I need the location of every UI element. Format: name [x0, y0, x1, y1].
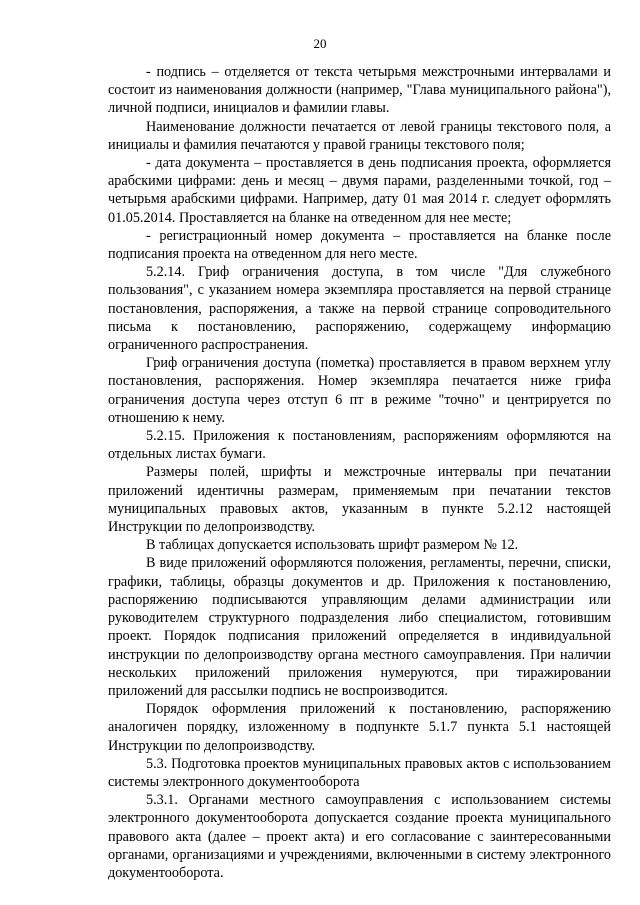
- paragraph-attachments-order: Порядок оформления приложений к постановлению, распоряжению аналогичен порядку, изложенному в подпункте 5.1.7 пункта 5.1 настоящей Инструкции по делопроизводству.: [108, 701, 611, 754]
- paragraph-attachments-form: В виде приложений оформляются положения, регламенты, перечни, списки, графики, таблицы, образцы документов и др. Приложения к постановлению, распоряжению подписываются управляющим делами администрации или руководителем структурного подразделения либо специалистом, готовившим проект. Порядок подписания приложений определяется в индивидуальной инструкции по делопроизводству органа местного самоуправления. При наличии нескольких приложений приложения нумеруются, при тиражировании приложений для рассылки подпись не воспроизводится.: [108, 555, 611, 699]
- page-number: 20: [313, 36, 327, 51]
- paragraph-5-3: 5.3. Подготовка проектов муниципальных правовых актов с использованием системы электронного документооборота: [108, 755, 611, 790]
- paragraph-margins-fonts: Размеры полей, шрифты и межстрочные интервалы при печатании приложений идентичны размерам, применяемым при печатании текстов муниципальных правовых актов, указанным в пункте 5.2.12 настоящей Инструкции по делопроизводству.: [108, 464, 611, 536]
- document-body: [108, 63, 611, 882]
- paragraph-position-name: Наименование должности печатается от левой границы текстового поля, а инициалы и фамилия печатаются у правой границы текстового поля;: [108, 118, 611, 153]
- paragraph-access-stamp: Гриф ограничения доступа (пометка) проставляется в правом верхнем углу постановления, распоряжения. Номер экземпляра печатается ниже грифа ограничения доступа через отступ 6 пт в режиме "точно" и центрируется по отношению к нему.: [108, 355, 611, 426]
- paragraph-5-2-15: 5.2.15. Приложения к постановлениям, распоряжениям оформляются на отдельных листах бумаги.: [108, 428, 611, 463]
- paragraph-5-3-1: 5.3.1. Органами местного самоуправления с использованием системы электронного документооборота допускается создание проекта муниципального правового акта (далее – проект акта) и его согласование с заинтересованными органами, организациями и учреждениями, включенными в систему электронного документооборота.: [108, 792, 611, 881]
- paragraph-registration-number: - регистрационный номер документа – проставляется на бланке после подписания проекта на отведенном для него месте.: [108, 227, 611, 263]
- paragraph-signature: - подпись – отделяется от текста четырьмя межстрочными интервалами и состоит из наименования должности (например, "Глава муниципального района"), личной подписи, инициалов и фамилии главы.: [108, 64, 611, 117]
- paragraph-5-2-14: 5.2.14. Гриф ограничения доступа, в том числе "Для служебного пользования", с указанием номера экземпляра проставляется на первой странице постановления, распоряжения, а также на первой странице сопроводительного письма к постановлению, распоряжению, содержащему информацию ограниченного распространения.: [108, 264, 611, 354]
- paragraph-document-date: - дата документа – проставляется в день подписания проекта, оформляется арабскими цифрами: день и месяц – двумя парами, разделенными точкой, год – четырьмя арабскими цифрами. Например, дату 01 мая 2014 г. следует оформлять 01.05.2014. Проставляется на бланке на отведенном для нее месте;: [108, 155, 611, 226]
- paragraph-table-font: В таблицах допускается использовать шрифт размером № 12.: [146, 537, 519, 554]
